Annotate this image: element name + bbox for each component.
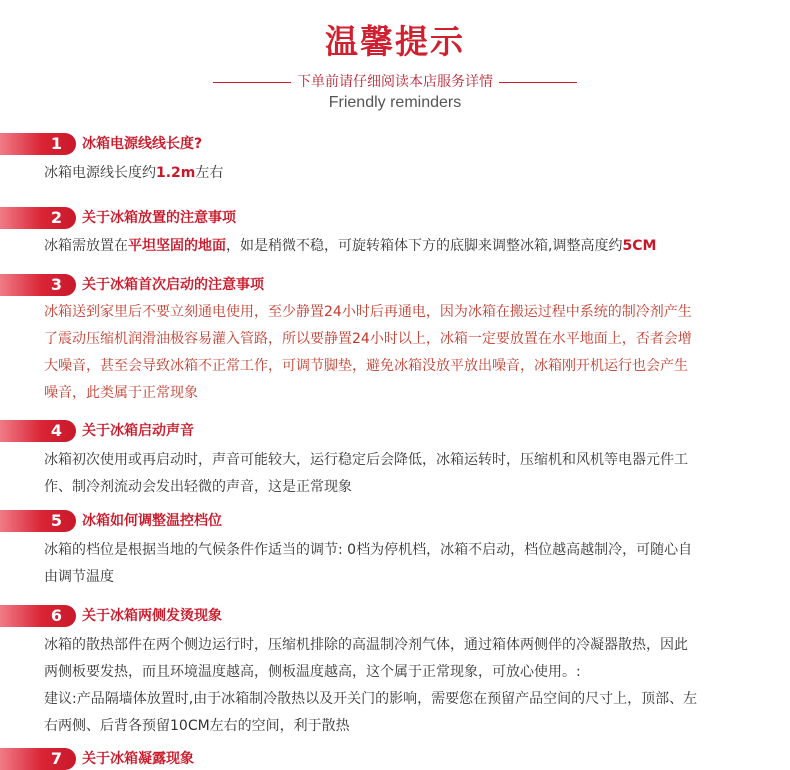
body-line: 由调节温度 bbox=[44, 569, 114, 585]
body-line: 噪音，此类属于正常现象 bbox=[44, 385, 198, 401]
section-body bbox=[44, 632, 744, 740]
section-number-badge: 6 bbox=[0, 605, 76, 627]
section-number-badge: 1 bbox=[0, 133, 76, 155]
page-subtitle: 下单前请仔细阅读本店服务详情 bbox=[297, 74, 493, 90]
section-number-badge: 7 bbox=[0, 748, 76, 770]
section-body bbox=[44, 160, 744, 187]
highlight-text: 1.2m bbox=[156, 165, 196, 181]
body-line: 冰箱的散热部件在两个侧边运行时，压缩机排除的高温制冷剂气体，通过箱体两侧伴的冷凝器散热，因此 bbox=[44, 637, 688, 653]
page-header bbox=[0, 0, 790, 113]
body-line: 建议:产品隔墙体放置时,由于冰箱制冷散热以及开关门的影响，需要您在预留产品空间的尺寸上，顶部、左 bbox=[44, 691, 698, 707]
divider-left bbox=[213, 82, 291, 83]
body-text: ，如是稍微不稳，可旋转箱体下方的底脚来调整冰箱,调整高度约 bbox=[226, 238, 623, 254]
body-line: 冰箱送到家里后不要立刻通电使用，至少静置24小时后再通电，因为冰箱在搬运过程中系统的制冷剂产生 bbox=[44, 304, 692, 320]
body-line: 大噪音，甚至会导致冰箱不正常工作，可调节脚垫，避免冰箱没放平放出噪音，冰箱刚开机运行也会产生 bbox=[44, 358, 688, 374]
section-number-badge: 5 bbox=[0, 510, 76, 532]
section-heading: 关于冰箱首次启动的注意事项 bbox=[82, 277, 264, 293]
section-heading: 冰箱如何调整温控档位 bbox=[82, 513, 222, 529]
section-heading: 冰箱电源线线长度? bbox=[82, 136, 203, 152]
body-text: 冰箱需放置在 bbox=[44, 238, 128, 254]
section-number-badge: 2 bbox=[0, 207, 76, 229]
highlight-text: 5CM bbox=[622, 238, 657, 254]
section-number-badge: 4 bbox=[0, 420, 76, 442]
body-text: 左右 bbox=[195, 165, 224, 181]
body-line: 右两侧、后背各预留10CM左右的空间，利于散热 bbox=[44, 718, 350, 734]
section-number-badge: 3 bbox=[0, 274, 76, 296]
section-body bbox=[44, 447, 744, 501]
body-line: 了震动压缩机润滑油极容易灌入管路，所以要静置24小时以上，冰箱一定要放置在水平地面上，否者会增 bbox=[44, 331, 692, 347]
body-line: 作、制冷剂流动会发出轻微的声音，这是正常现象 bbox=[44, 479, 352, 495]
section-body bbox=[44, 537, 744, 591]
body-line: 两侧板要发热，而且环境温度越高，侧板温度越高，这个属于正常现象，可放心使用。: bbox=[44, 664, 581, 680]
body-line: 冰箱的档位是根据当地的气候条件作适当的调节: 0档为停机档，冰箱不启动，档位越高越制冷，可随心自 bbox=[44, 542, 693, 558]
english-subtitle: Friendly reminders bbox=[328, 94, 462, 111]
body-line: 冰箱初次使用或再启动时，声音可能较大，运行稳定后会降低，冰箱运转时，压缩机和风机等电器元件工 bbox=[44, 452, 688, 468]
section-heading: 关于冰箱两侧发烫现象 bbox=[82, 608, 222, 624]
divider-right bbox=[499, 82, 577, 83]
section-heading: 关于冰箱凝露现象 bbox=[82, 751, 194, 767]
section-heading: 关于冰箱启动声音 bbox=[82, 423, 194, 439]
body-text: 冰箱电源线长度约 bbox=[44, 165, 156, 181]
page-title: 温馨提示 bbox=[325, 22, 465, 61]
highlight-text: 平坦坚固的地面 bbox=[128, 238, 226, 254]
section-heading: 关于冰箱放置的注意事项 bbox=[82, 210, 236, 226]
section-body bbox=[44, 233, 744, 260]
section-body bbox=[44, 299, 744, 407]
subtitle-row bbox=[0, 72, 790, 92]
